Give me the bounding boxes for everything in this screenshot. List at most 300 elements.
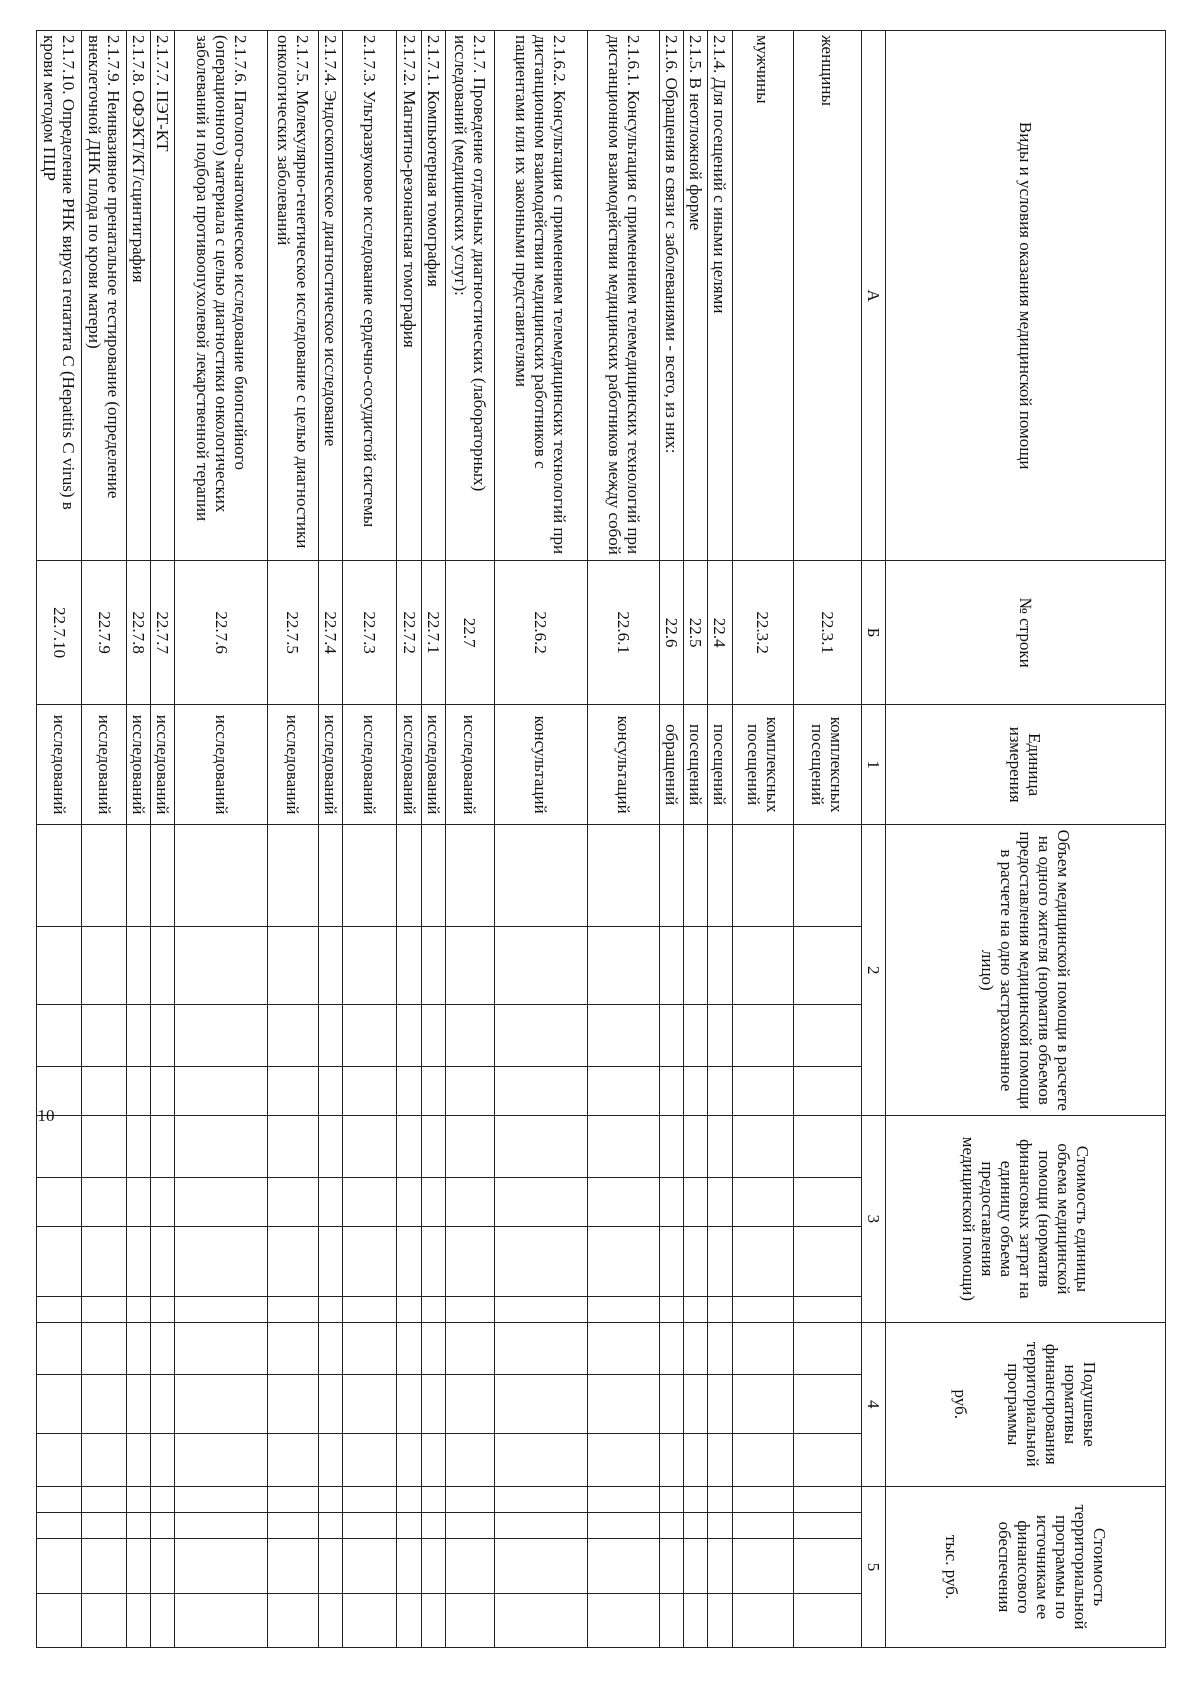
empty-cell xyxy=(397,1004,421,1067)
empty-cell xyxy=(175,1593,268,1647)
empty-cell xyxy=(732,1226,793,1296)
empty-cell xyxy=(494,1004,587,1067)
table-row xyxy=(397,31,421,1648)
empty-cell xyxy=(342,1067,397,1116)
empty-cell xyxy=(445,1004,494,1067)
empty-cell xyxy=(445,1226,494,1296)
row-line-number: 22.4 xyxy=(708,561,732,705)
row-line-number: 22.6 xyxy=(660,561,684,705)
empty-cell xyxy=(708,1004,732,1067)
empty-cell xyxy=(342,1593,397,1647)
empty-cell xyxy=(732,1538,793,1593)
empty-cell xyxy=(342,1512,397,1538)
empty-cell xyxy=(494,1322,587,1375)
empty-cell xyxy=(268,1296,318,1322)
empty-cell xyxy=(708,1487,732,1513)
empty-cell xyxy=(397,1177,421,1226)
empty-cell xyxy=(660,1512,684,1538)
row-name: 2.1.6.1. Консультация с применением телемедицинских технологий при дистанционном взаимодействии медицинских работников между собой xyxy=(587,31,659,561)
empty-cell xyxy=(82,1226,127,1296)
empty-cell xyxy=(494,1375,587,1434)
row-unit: посещений xyxy=(708,705,732,825)
empty-cell xyxy=(175,1434,268,1487)
empty-cell xyxy=(127,1067,151,1116)
empty-cell xyxy=(494,1593,587,1647)
empty-cell xyxy=(127,1322,151,1375)
row-name: 2.1.7.10. Определение РНК вируса гепатита C (Hepatitis C virus) в крови методом ПЦР xyxy=(37,31,82,561)
empty-cell xyxy=(37,825,82,927)
empty-cell xyxy=(793,1487,861,1513)
empty-cell xyxy=(587,1487,659,1513)
empty-cell xyxy=(732,1593,793,1647)
empty-cell xyxy=(660,1434,684,1487)
empty-cell xyxy=(494,825,587,927)
row-line-number: 22.7.3 xyxy=(342,561,397,705)
empty-cell xyxy=(793,927,861,1004)
empty-cell xyxy=(684,1434,708,1487)
header-cost-label: Стоимость территориальной программы по источникам ее финансового обеспечения xyxy=(994,1504,1109,1630)
financing-table xyxy=(36,30,1166,1648)
empty-cell xyxy=(268,1434,318,1487)
empty-cell xyxy=(587,1067,659,1116)
empty-cell xyxy=(684,1538,708,1593)
row-line-number: 22.7.2 xyxy=(397,561,421,705)
empty-cell xyxy=(684,825,708,927)
empty-cell xyxy=(127,1512,151,1538)
empty-cell xyxy=(175,1512,268,1538)
empty-cell xyxy=(684,1322,708,1375)
empty-cell xyxy=(708,825,732,927)
empty-cell xyxy=(421,1067,445,1116)
empty-cell xyxy=(318,1322,342,1375)
empty-cell xyxy=(421,1116,445,1177)
header-per-capita xyxy=(885,1322,1165,1487)
empty-cell xyxy=(421,1593,445,1647)
row-line-number: 22.5 xyxy=(684,561,708,705)
empty-cell xyxy=(494,1116,587,1177)
empty-cell xyxy=(127,1004,151,1067)
empty-cell xyxy=(37,1487,82,1513)
empty-cell xyxy=(175,1538,268,1593)
row-name: мужчины xyxy=(732,31,793,561)
table-row xyxy=(587,31,659,1648)
empty-cell xyxy=(151,927,175,1004)
empty-cell xyxy=(342,927,397,1004)
empty-cell xyxy=(421,825,445,927)
empty-cell xyxy=(793,1116,861,1177)
row-unit: консультаций xyxy=(587,705,659,825)
table-row xyxy=(175,31,268,1648)
empty-cell xyxy=(445,1375,494,1434)
empty-cell xyxy=(708,1593,732,1647)
table-row xyxy=(793,31,861,1648)
row-name: 2.1.7.5. Молекулярно-генетическое исследование с целью диагностики онкологических заболеваний xyxy=(268,31,318,561)
empty-cell xyxy=(127,825,151,927)
empty-cell xyxy=(708,1116,732,1177)
empty-cell xyxy=(587,927,659,1004)
empty-cell xyxy=(397,1487,421,1513)
empty-cell xyxy=(421,1434,445,1487)
empty-cell xyxy=(82,1434,127,1487)
empty-cell xyxy=(268,1487,318,1513)
empty-cell xyxy=(684,1116,708,1177)
empty-cell xyxy=(82,1322,127,1375)
empty-cell xyxy=(587,1116,659,1177)
empty-cell xyxy=(660,1375,684,1434)
empty-cell xyxy=(421,927,445,1004)
row-name: 2.1.7.9. Неинвазивное пренатальное тестирование (определение внеклеточной ДНК плода по крови матери) xyxy=(82,31,127,561)
empty-cell xyxy=(732,1375,793,1434)
empty-cell xyxy=(268,1004,318,1067)
empty-cell xyxy=(397,1116,421,1177)
row-name: 2.1.7.7. ПЭТ-КТ xyxy=(151,31,175,561)
empty-cell xyxy=(37,1538,82,1593)
empty-cell xyxy=(732,1322,793,1375)
empty-cell xyxy=(318,1296,342,1322)
empty-cell xyxy=(342,1296,397,1322)
empty-cell xyxy=(587,1434,659,1487)
empty-cell xyxy=(793,1593,861,1647)
empty-cell xyxy=(82,1116,127,1177)
empty-cell xyxy=(127,1434,151,1487)
empty-cell xyxy=(660,1226,684,1296)
empty-cell xyxy=(37,1116,82,1177)
empty-cell xyxy=(684,1375,708,1434)
empty-cell xyxy=(127,1116,151,1177)
row-name: 2.1.7.2. Магнитно-резонансная томография xyxy=(397,31,421,561)
empty-cell xyxy=(587,1004,659,1067)
empty-cell xyxy=(397,927,421,1004)
empty-cell xyxy=(37,927,82,1004)
empty-cell xyxy=(793,1177,861,1226)
row-name: 2.1.7.4. Эндоскопическое диагностическое исследование xyxy=(318,31,342,561)
row-unit: обращений xyxy=(660,705,684,825)
empty-cell xyxy=(660,1593,684,1647)
header-unit-cost: Стоимость единицы объема медицинской помощи (норматив финансовых затрат на единицу объема предоставления медицинской помощи) xyxy=(885,1116,1165,1322)
empty-cell xyxy=(37,1226,82,1296)
empty-cell xyxy=(445,1593,494,1647)
empty-cell xyxy=(684,1296,708,1322)
empty-cell xyxy=(342,1004,397,1067)
table-row xyxy=(82,31,127,1648)
empty-cell xyxy=(397,1512,421,1538)
empty-cell xyxy=(37,1004,82,1067)
table-row xyxy=(732,31,793,1648)
empty-cell xyxy=(587,1512,659,1538)
empty-cell xyxy=(494,1177,587,1226)
empty-cell xyxy=(397,1538,421,1593)
empty-cell xyxy=(82,1067,127,1116)
row-unit: исследований xyxy=(37,705,82,825)
empty-cell xyxy=(268,1512,318,1538)
empty-cell xyxy=(445,927,494,1004)
empty-cell xyxy=(732,1116,793,1177)
empty-cell xyxy=(732,1434,793,1487)
empty-cell xyxy=(342,1375,397,1434)
rotated-table-wrapper xyxy=(36,30,1166,1648)
empty-cell xyxy=(660,1487,684,1513)
empty-cell xyxy=(342,825,397,927)
empty-cell xyxy=(318,1487,342,1513)
empty-cell xyxy=(732,1487,793,1513)
empty-cell xyxy=(684,927,708,1004)
empty-cell xyxy=(37,1434,82,1487)
row-line-number: 22.7.5 xyxy=(268,561,318,705)
empty-cell xyxy=(151,1434,175,1487)
empty-cell xyxy=(342,1487,397,1513)
empty-cell xyxy=(421,1296,445,1322)
empty-cell xyxy=(445,1538,494,1593)
empty-cell xyxy=(82,1004,127,1067)
empty-cell xyxy=(793,1434,861,1487)
empty-cell xyxy=(318,1226,342,1296)
table-row xyxy=(268,31,318,1648)
empty-cell xyxy=(708,1375,732,1434)
empty-cell xyxy=(268,1538,318,1593)
empty-cell xyxy=(175,1004,268,1067)
empty-cell xyxy=(175,1226,268,1296)
empty-cell xyxy=(445,1487,494,1513)
row-line-number: 22.6.1 xyxy=(587,561,659,705)
empty-cell xyxy=(421,1322,445,1375)
empty-cell xyxy=(732,1296,793,1322)
empty-cell xyxy=(397,1375,421,1434)
column-number: Б xyxy=(861,561,885,705)
row-unit: исследований xyxy=(397,705,421,825)
empty-cell xyxy=(151,1116,175,1177)
empty-cell xyxy=(684,1512,708,1538)
empty-cell xyxy=(151,1322,175,1375)
empty-cell xyxy=(494,1067,587,1116)
row-unit: консультаций xyxy=(494,705,587,825)
empty-cell xyxy=(127,927,151,1004)
column-number: 2 xyxy=(861,825,885,1116)
table-row xyxy=(660,31,684,1648)
empty-cell xyxy=(175,1296,268,1322)
empty-cell xyxy=(660,927,684,1004)
column-number-row xyxy=(861,31,885,1648)
header-volume: Объем медицинской помощи в расчете на одного жителя (норматив объемов предоставления медицинской помощи в расчете на одно застрахованное лицо) xyxy=(885,825,1165,1116)
table-row xyxy=(684,31,708,1648)
empty-cell xyxy=(445,1116,494,1177)
empty-cell xyxy=(421,1487,445,1513)
empty-cell xyxy=(342,1538,397,1593)
empty-cell xyxy=(37,1322,82,1375)
empty-cell xyxy=(793,825,861,927)
empty-cell xyxy=(151,1226,175,1296)
row-unit: исследований xyxy=(421,705,445,825)
empty-cell xyxy=(318,1116,342,1177)
row-line-number: 22.6.2 xyxy=(494,561,587,705)
row-name: 2.1.7.8. ОФЭКТ/КТ/сцинтиграфия xyxy=(127,31,151,561)
table-row xyxy=(421,31,445,1648)
empty-cell xyxy=(732,825,793,927)
empty-cell xyxy=(318,1593,342,1647)
empty-cell xyxy=(708,1177,732,1226)
empty-cell xyxy=(494,1434,587,1487)
empty-cell xyxy=(587,1375,659,1434)
empty-cell xyxy=(82,825,127,927)
empty-cell xyxy=(494,927,587,1004)
empty-cell xyxy=(732,1004,793,1067)
empty-cell xyxy=(318,1434,342,1487)
empty-cell xyxy=(82,1177,127,1226)
empty-cell xyxy=(127,1487,151,1513)
empty-cell xyxy=(268,1226,318,1296)
header-per-capita-label: Подушевые нормативы финансирования территориальной программы xyxy=(1004,1341,1100,1467)
empty-cell xyxy=(268,1322,318,1375)
empty-cell xyxy=(421,1375,445,1434)
row-name: 2.1.7.1. Компьютерная томография xyxy=(421,31,445,561)
empty-cell xyxy=(397,1593,421,1647)
empty-cell xyxy=(445,1434,494,1487)
empty-cell xyxy=(318,927,342,1004)
empty-cell xyxy=(732,1067,793,1116)
empty-cell xyxy=(37,1512,82,1538)
empty-cell xyxy=(684,1177,708,1226)
empty-cell xyxy=(268,1067,318,1116)
row-unit: посещений xyxy=(684,705,708,825)
empty-cell xyxy=(268,927,318,1004)
empty-cell xyxy=(151,1593,175,1647)
empty-cell xyxy=(660,825,684,927)
header-line-number: № строки xyxy=(885,561,1165,705)
empty-cell xyxy=(445,1177,494,1226)
table-row xyxy=(708,31,732,1648)
empty-cell xyxy=(587,1538,659,1593)
empty-cell xyxy=(684,1067,708,1116)
empty-cell xyxy=(268,1177,318,1226)
empty-cell xyxy=(793,1375,861,1434)
empty-cell xyxy=(127,1226,151,1296)
empty-cell xyxy=(445,1512,494,1538)
empty-cell xyxy=(318,1538,342,1593)
row-line-number: 22.7.4 xyxy=(318,561,342,705)
empty-cell xyxy=(684,1226,708,1296)
header-row xyxy=(885,31,1165,1648)
empty-cell xyxy=(127,1538,151,1593)
empty-cell xyxy=(660,1004,684,1067)
empty-cell xyxy=(684,1487,708,1513)
row-name: женщины xyxy=(793,31,861,561)
empty-cell xyxy=(660,1538,684,1593)
empty-cell xyxy=(342,1434,397,1487)
empty-cell xyxy=(82,1296,127,1322)
row-line-number: 22.7.10 xyxy=(37,561,82,705)
empty-cell xyxy=(708,1067,732,1116)
row-unit: исследований xyxy=(445,705,494,825)
empty-cell xyxy=(494,1512,587,1538)
row-unit: исследований xyxy=(82,705,127,825)
empty-cell xyxy=(82,1593,127,1647)
empty-cell xyxy=(151,1512,175,1538)
empty-cell xyxy=(660,1116,684,1177)
empty-cell xyxy=(793,1226,861,1296)
row-line-number: 22.3.1 xyxy=(793,561,861,705)
row-unit: исследований xyxy=(342,705,397,825)
row-name: 2.1.6.2. Консультация с применением телемедицинских технологий при дистанционном взаимодействии медицинских работников с пациентами или их законными представителями xyxy=(494,31,587,561)
row-unit: исследований xyxy=(151,705,175,825)
table-row xyxy=(342,31,397,1648)
table-row xyxy=(151,31,175,1648)
column-number: 3 xyxy=(861,1116,885,1322)
empty-cell xyxy=(318,1375,342,1434)
header-cost xyxy=(885,1487,1165,1648)
empty-cell xyxy=(342,1177,397,1226)
empty-cell xyxy=(318,1067,342,1116)
column-number: 1 xyxy=(861,705,885,825)
row-line-number: 22.7.1 xyxy=(421,561,445,705)
empty-cell xyxy=(175,1375,268,1434)
empty-cell xyxy=(684,1593,708,1647)
empty-cell xyxy=(37,1067,82,1116)
empty-cell xyxy=(445,1296,494,1322)
column-number: 5 xyxy=(861,1487,885,1648)
empty-cell xyxy=(587,1322,659,1375)
empty-cell xyxy=(318,825,342,927)
empty-cell xyxy=(151,825,175,927)
row-name: 2.1.7. Проведение отдельных диагностических (лабораторных) исследований (медицинских услуг): xyxy=(445,31,494,561)
column-number: А xyxy=(861,31,885,561)
row-unit: комплексных посещений xyxy=(732,705,793,825)
empty-cell xyxy=(397,1434,421,1487)
empty-cell xyxy=(587,825,659,927)
empty-cell xyxy=(151,1296,175,1322)
empty-cell xyxy=(151,1538,175,1593)
empty-cell xyxy=(397,825,421,927)
table-row xyxy=(37,31,82,1648)
header-cost-unit: тыс. руб. xyxy=(941,1534,961,1600)
empty-cell xyxy=(268,825,318,927)
empty-cell xyxy=(494,1226,587,1296)
empty-cell xyxy=(421,1226,445,1296)
empty-cell xyxy=(397,1226,421,1296)
row-unit: исследований xyxy=(318,705,342,825)
empty-cell xyxy=(660,1067,684,1116)
empty-cell xyxy=(37,1296,82,1322)
empty-cell xyxy=(175,927,268,1004)
empty-cell xyxy=(397,1296,421,1322)
empty-cell xyxy=(445,1322,494,1375)
empty-cell xyxy=(82,1538,127,1593)
empty-cell xyxy=(151,1177,175,1226)
header-unit: Единица измерения xyxy=(885,705,1165,825)
empty-cell xyxy=(82,1512,127,1538)
empty-cell xyxy=(793,1538,861,1593)
empty-cell xyxy=(421,1512,445,1538)
empty-cell xyxy=(793,1512,861,1538)
empty-cell xyxy=(732,1177,793,1226)
empty-cell xyxy=(175,1487,268,1513)
empty-cell xyxy=(708,1226,732,1296)
table-row xyxy=(445,31,494,1648)
empty-cell xyxy=(708,1538,732,1593)
empty-cell xyxy=(684,1004,708,1067)
empty-cell xyxy=(127,1593,151,1647)
header-per-capita-unit: руб. xyxy=(951,1389,971,1419)
empty-cell xyxy=(708,1434,732,1487)
row-name: 2.1.6. Обращения в связи с заболеваниями - всего, из них: xyxy=(660,31,684,561)
row-unit: исследований xyxy=(268,705,318,825)
empty-cell xyxy=(445,825,494,927)
row-line-number: 22.7 xyxy=(445,561,494,705)
empty-cell xyxy=(318,1512,342,1538)
empty-cell xyxy=(318,1004,342,1067)
empty-cell xyxy=(494,1538,587,1593)
column-number: 4 xyxy=(861,1322,885,1487)
empty-cell xyxy=(587,1226,659,1296)
empty-cell xyxy=(127,1296,151,1322)
